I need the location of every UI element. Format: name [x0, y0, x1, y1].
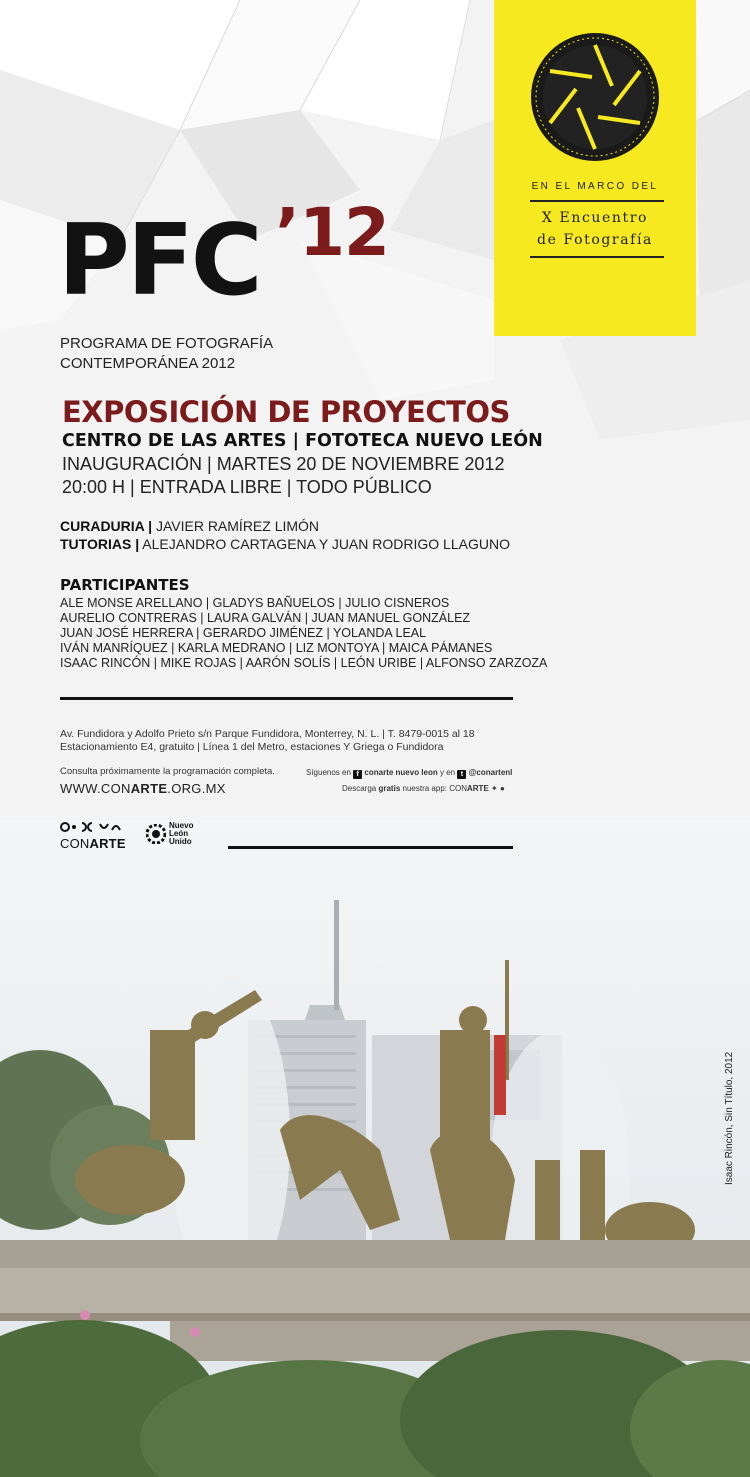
app-suffix: nuestra app: CON [402, 784, 467, 793]
curaduria-label: CURADURIA | [60, 518, 153, 534]
badge-divider [530, 200, 664, 202]
fountain-photo [0, 820, 750, 1477]
badge-marco-text: EN EL MARCO DEL [531, 181, 659, 192]
website-suffix: .ORG.MX [167, 781, 226, 796]
conarte-wordmark [60, 836, 126, 851]
badge-encuentro-line1: X Encuentro [541, 210, 649, 226]
curaduria-value: JAVIER RAMÍREZ LIMÓN [155, 518, 320, 534]
app-prefix: Descarga [342, 784, 377, 793]
encuentro-badge [494, 0, 696, 336]
social-prefix: Síguenos en [306, 768, 351, 777]
facebook-name[interactable]: conarte nuevo leon [364, 768, 438, 777]
twitter-name[interactable]: @conartenl [468, 768, 513, 777]
website-link[interactable] [60, 781, 226, 796]
exhibition-title: EXPOSICIÓN DE PROYECTOS [62, 395, 510, 429]
app-brand-bold: ARTE [467, 784, 489, 793]
social-line [306, 768, 512, 779]
participants-line: IVÁN MANRÍQUEZ | KARLA MEDRANO | LIZ MONTOYA | MAICA PÁMANES [60, 641, 493, 655]
conarte-logo [60, 821, 126, 853]
gear-seal-icon [146, 824, 166, 844]
nl-line3: Unido [169, 837, 192, 846]
tutorias-label: TUTORIAS | [60, 536, 140, 552]
hour-line: 20:00 H | ENTRADA LIBRE | TODO PÚBLICO [62, 477, 432, 497]
participants-heading: PARTICIPANTES [60, 576, 190, 594]
app-line [342, 784, 505, 793]
venue-line: CENTRO DE LAS ARTES | FOTOTECA NUEVO LEÓN [62, 431, 543, 451]
participants-line: ISAAC RINCÓN | MIKE ROJAS | AARÓN SOLÍS | LEÓN URIBE | ALFONSO ZARZOZA [60, 656, 548, 670]
nuevo-leon-text [169, 822, 193, 846]
photo-credit: Isaac Rincón, Sin Título, 2012 [724, 1051, 735, 1185]
program-subtitle-line1: PROGRAMA DE FOTOGRAFÍA [60, 335, 274, 352]
nl-line1: Nuevo [169, 821, 194, 830]
badge-divider [530, 256, 664, 258]
conarte-symbol-icon [60, 821, 126, 833]
website-bold: ARTE [130, 781, 168, 796]
android-icon[interactable]: ✦ [491, 784, 498, 793]
divider-rule [60, 697, 513, 700]
pfc-title: PFC [58, 204, 260, 318]
website-prefix: WWW.CON [60, 781, 131, 796]
apple-icon[interactable]: ● [499, 784, 505, 793]
conarte-prefix: CON [60, 836, 90, 851]
conarte-bold: ARTE [89, 836, 126, 851]
participants-line: ALE MONSE ARELLANO | GLADYS BAÑUELOS | JULIO CISNEROS [60, 596, 450, 610]
participants-line: JUAN JOSÉ HERRERA | GERARDO JIMÉNEZ | YOLANDA LEAL [60, 626, 427, 640]
app-bold: gratis [378, 784, 401, 793]
address-line2: Estacionamiento E4, gratuito | Línea 1 del Metro, estaciones Y Griega o Fundidora [60, 741, 444, 753]
curaduria-line [60, 518, 319, 534]
divider-rule [228, 846, 513, 849]
address-line1: Av. Fundidora y Adolfo Prieto s/n Parque Fundidora, Monterrey, N. L. | T. 8479-0015 al 18 [60, 728, 475, 740]
tutorias-line [60, 536, 510, 552]
social-and: y en [440, 768, 456, 777]
pfc-year: ’12 [275, 194, 389, 271]
program-subtitle-line2: CONTEMPORÁNEA 2012 [60, 355, 236, 372]
badge-encuentro-line2: de Fotografía [537, 232, 653, 248]
participants-line: AURELIO CONTRERAS | LAURA GALVÁN | JUAN MANUEL GONZÁLEZ [60, 611, 471, 625]
nl-line2: León [169, 829, 189, 838]
inauguration-line: INAUGURACIÓN | MARTES 20 DE NOVIEMBRE 2012 [62, 454, 505, 474]
program-notice: Consulta próximamente la programación completa. [60, 766, 275, 777]
twitter-icon[interactable]: t [457, 770, 466, 779]
tutorias-value: ALEJANDRO CARTAGENA Y JUAN RODRIGO LLAGUNO [142, 536, 510, 552]
facebook-icon[interactable]: f [353, 770, 362, 779]
aperture-icon [528, 30, 662, 164]
nuevo-leon-unido-logo [146, 822, 208, 850]
